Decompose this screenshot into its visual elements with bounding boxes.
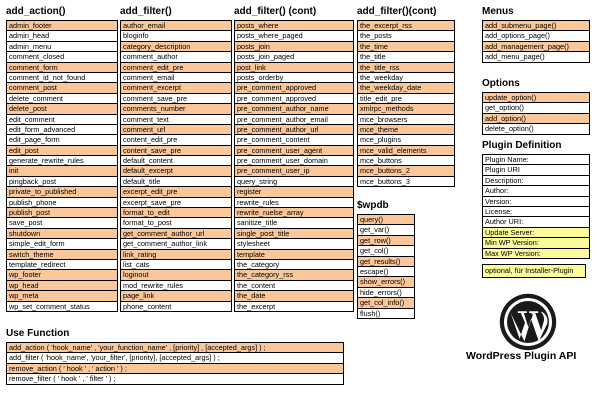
column-title: add_action() (6, 6, 66, 17)
list-item: get_col() (357, 246, 415, 256)
list-item: pre_comment_author_email (234, 115, 354, 125)
list-item: delete_post (6, 104, 118, 114)
list-item: init (6, 166, 118, 176)
list-item: comment_id_not_found (6, 73, 118, 83)
column-title: Plugin Definition (482, 140, 562, 151)
hook-list (357, 20, 455, 187)
list-item: posts_join_paged (234, 52, 354, 62)
list-item: posts_join (234, 42, 354, 52)
column-title: Options (482, 78, 520, 89)
list-item: mce_valid_elements (357, 146, 455, 156)
list-item: comment_save_pre (120, 94, 232, 104)
list-item: posts_orderby (234, 73, 354, 83)
list-item: License: (482, 207, 590, 217)
list-item: mce_plugins (357, 135, 455, 145)
list-item: comment_edit_pre (120, 63, 232, 73)
list-item: the_time (357, 42, 455, 52)
list-item: shutdown (6, 229, 118, 239)
list-item: posts_where (234, 21, 354, 31)
list-item: excerpt_save_pre (120, 198, 232, 208)
function-list (482, 20, 590, 63)
list-item: excerpt_edit_pre (120, 187, 232, 197)
list-item: format_to_post (120, 218, 232, 228)
list-item: comment_post (6, 83, 118, 93)
list-item: the_category (234, 260, 354, 270)
list-item: comment_closed (6, 52, 118, 62)
list-item: default_excerpt (120, 166, 232, 176)
list-item: content_save_pre (120, 146, 232, 156)
list-item: default_title (120, 177, 232, 187)
list-item: pre_comment_approved (234, 94, 354, 104)
list-item: Author: (482, 186, 590, 196)
list-item: get_comment_author_link (120, 239, 232, 249)
column-menus (482, 6, 590, 63)
column-options (482, 78, 590, 135)
list-item: admin_head (6, 31, 118, 41)
list-item: comment_author (120, 52, 232, 62)
list-item: admin_footer (6, 21, 118, 31)
hook-list (234, 20, 354, 312)
column-plugin-definition (482, 140, 590, 259)
list-item: content_edit_pre (120, 135, 232, 145)
list-item: posts_where_paged (234, 31, 354, 41)
list-item: Plugin URI (482, 165, 590, 175)
list-item: remove_filter ( ' hook ' , ' filter ' ) ; (6, 374, 344, 384)
list-item: pre_comment_author_name (234, 104, 354, 114)
list-item: the_excerpt_rss (357, 21, 455, 31)
list-item: mod_rewrite_rules (120, 281, 232, 291)
list-item: mce_buttons (357, 156, 455, 166)
list-item: comment_text (120, 115, 232, 125)
list-item: escape() (357, 267, 415, 277)
list-item: wp_head (6, 281, 118, 291)
list-item: Min WP Version: (482, 238, 590, 248)
list-item: simple_edit_form (6, 239, 118, 249)
list-item: edit_comment (6, 115, 118, 125)
list-item: add_submenu_page() (482, 21, 590, 31)
installer-plugin-note: optional, für Installer-Plugin (482, 264, 586, 278)
column-title: Menus (482, 6, 514, 17)
column-title: add_filter() (cont) (234, 6, 317, 17)
list-item: format_to_edit (120, 208, 232, 218)
list-item: the_weekday (357, 73, 455, 83)
list-item: add_management_page() (482, 42, 590, 52)
list-item: author_email (120, 21, 232, 31)
wordpress-logo-icon (498, 292, 558, 352)
list-item: hide_errors() (357, 288, 415, 298)
column-wpdb (357, 200, 415, 319)
header-field-list (482, 154, 590, 259)
list-item: add_filter ( 'hook_name', 'your_filter', [priority], [accepted_args] ) ; (6, 353, 344, 363)
list-item: get_col_info() (357, 298, 415, 308)
list-item: wp_set_comment_status (6, 302, 118, 312)
list-item: edit_page_form (6, 135, 118, 145)
list-item: query() (357, 215, 415, 225)
list-item: bloginfo (120, 31, 232, 41)
list-item: rewrite_ruelse_array (234, 208, 354, 218)
usage-list (6, 342, 344, 385)
list-item: pingback_post (6, 177, 118, 187)
function-list (482, 92, 590, 135)
list-item: add_option() (482, 114, 590, 124)
list-item: save_post (6, 218, 118, 228)
hook-list (6, 20, 118, 312)
list-item: sanitize_title (234, 218, 354, 228)
list-item: update_option() (482, 93, 590, 103)
list-item: Plugin Name: (482, 155, 590, 165)
column-add-action (6, 6, 118, 312)
list-item: admin_menu (6, 42, 118, 52)
list-item: comment_url (120, 125, 232, 135)
list-item: register (234, 187, 354, 197)
list-item: comment_email (120, 73, 232, 83)
list-item: Version: (482, 197, 590, 207)
list-item: pre_comment_content (234, 135, 354, 145)
list-item: template (234, 250, 354, 260)
column-title: add_filter() (120, 6, 172, 17)
list-item: Max WP Version: (482, 249, 590, 259)
list-item: comment_excerpt (120, 83, 232, 93)
list-item: edit_form_advanced (6, 125, 118, 135)
list-item: Update Server: (482, 228, 590, 238)
list-item: generate_rewrite_rules (6, 156, 118, 166)
column-add-filter (120, 6, 232, 312)
list-item: template_redirect (6, 260, 118, 270)
list-item: mce_theme (357, 125, 455, 135)
column-add-filter-cont-2 (357, 6, 455, 187)
column-use-function (6, 328, 344, 385)
hook-list (120, 20, 232, 312)
list-item: loginout (120, 270, 232, 280)
list-item: rewrite_rules (234, 198, 354, 208)
list-item: stylesheet (234, 239, 354, 249)
list-item: delete_option() (482, 124, 590, 134)
list-item: add_options_page() (482, 31, 590, 41)
list-item: edit_post (6, 146, 118, 156)
list-item: get_var() (357, 225, 415, 235)
list-item: get_row() (357, 236, 415, 246)
list-item: list_cats (120, 260, 232, 270)
list-item: xmlrpc_methods (357, 104, 455, 114)
list-item: Description: (482, 176, 590, 186)
list-item: pre_comment_author_url (234, 125, 354, 135)
list-item: the_excerpt (234, 302, 354, 312)
list-item: flush() (357, 309, 415, 319)
list-item: the_title (357, 52, 455, 62)
list-item: pre_comment_user_ip (234, 166, 354, 176)
method-list (357, 214, 415, 319)
list-item: publish_post (6, 208, 118, 218)
api-title: WordPress Plugin API (466, 350, 577, 362)
list-item: Author URI: (482, 217, 590, 227)
column-add-filter-cont (234, 6, 354, 312)
list-item: the_title_rss (357, 63, 455, 73)
list-item: add_menu_page() (482, 52, 590, 62)
list-item: get_results() (357, 257, 415, 267)
list-item: comments_number (120, 104, 232, 114)
list-item: mce_browsers (357, 115, 455, 125)
list-item: delete_comment (6, 94, 118, 104)
list-item: page_link (120, 291, 232, 301)
list-item: pre_comment_user_domain (234, 156, 354, 166)
list-item: category_description (120, 42, 232, 52)
list-item: pre_comment_approved (234, 83, 354, 93)
list-item: get_option() (482, 103, 590, 113)
list-item: remove_action ( ' hook ' , ' action ' ) ; (6, 364, 344, 374)
list-item: wp_footer (6, 270, 118, 280)
list-item: the_posts (357, 31, 455, 41)
list-item: private_to_published (6, 187, 118, 197)
column-title: Use Function (6, 328, 70, 339)
list-item: phone_content (120, 302, 232, 312)
list-item: pre_comment_user_agent (234, 146, 354, 156)
list-item: get_comment_author_url (120, 229, 232, 239)
list-item: the_weekday_date (357, 83, 455, 93)
list-item: the_date (234, 291, 354, 301)
list-item: comment_form (6, 63, 118, 73)
column-title: add_filter()(cont) (357, 6, 437, 17)
list-item: default_content (120, 156, 232, 166)
list-item: mce_buttons_2 (357, 166, 455, 176)
list-item: add_action ( 'hook_name' , 'your_function_name' , [priority] , [accepted_args] ) ; (6, 343, 344, 353)
list-item: link_rating (120, 250, 232, 260)
column-title: $wpdb (357, 200, 389, 211)
list-item: the_content (234, 281, 354, 291)
list-item: wp_meta (6, 291, 118, 301)
list-item: mce_buttons_3 (357, 177, 455, 187)
list-item: show_errors() (357, 277, 415, 287)
list-item: single_post_title (234, 229, 354, 239)
list-item: the_category_rss (234, 270, 354, 280)
list-item: publish_phone (6, 198, 118, 208)
list-item: post_link (234, 63, 354, 73)
list-item: query_string (234, 177, 354, 187)
list-item: switch_theme (6, 250, 118, 260)
list-item: title_edit_pre (357, 94, 455, 104)
